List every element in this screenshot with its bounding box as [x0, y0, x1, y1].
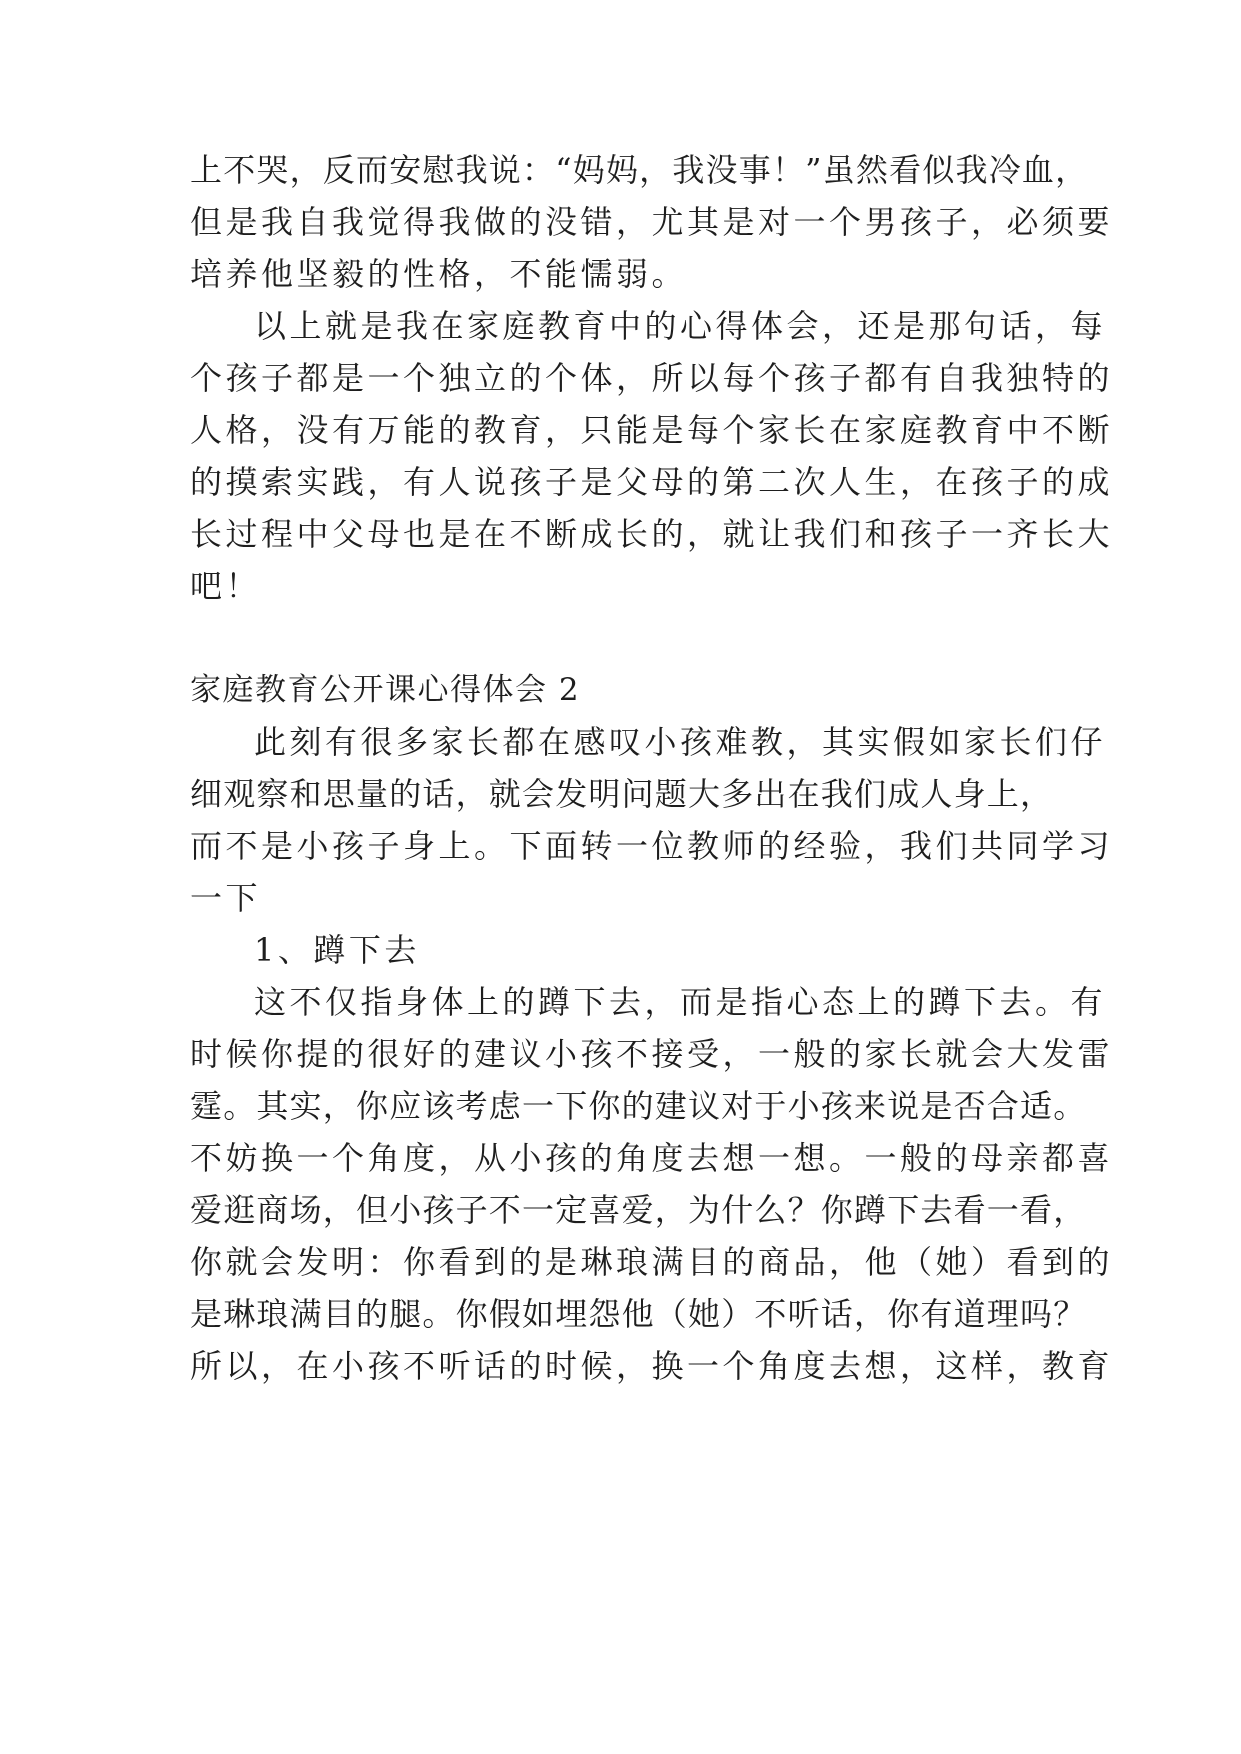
text-line: 个孩子都是一个独立的个体，所以每个孩子都有自我独特的 — [190, 359, 1114, 397]
text-line: 以上就是我在家庭教育中的心得体会，还是那句话，每 — [254, 307, 1107, 345]
text-line: 所以，在小孩不听话的时候，换一个角度去想，这样，教育 — [190, 1347, 1114, 1385]
text-line: 而不是小孩子身上。下面转一位教师的经验，我们共同学习 — [190, 827, 1114, 865]
text-line: 这不仅指身体上的蹲下去，而是指心态上的蹲下去。有 — [254, 983, 1107, 1021]
text-line: 但是我自我觉得我做的没错，尤其是对一个男孩子，必须要 — [190, 203, 1114, 241]
text-line: 一下 — [190, 879, 262, 917]
text-line: 吧！ — [190, 567, 262, 605]
text-line: 的摸索实践，有人说孩子是父母的第二次人生，在孩子的成 — [190, 463, 1114, 501]
text-line: 你就会发明：你看到的是琳琅满目的商品，他（她）看到的 — [190, 1243, 1114, 1281]
text-line: 人格，没有万能的教育，只能是每个家长在家庭教育中不断 — [190, 411, 1114, 449]
text-line: 霆。其实，你应该考虑一下你的建议对于小孩来说是否合适。 — [190, 1087, 1087, 1125]
text-line: 不妨换一个角度，从小孩的角度去想一想。一般的母亲都喜 — [190, 1139, 1114, 1177]
text-line: 上不哭，反而安慰我说：“妈妈，我没事！”虽然看似我冷血， — [190, 151, 1089, 189]
text-line: 长过程中父母也是在不断成长的，就让我们和孩子一齐长大 — [190, 515, 1114, 553]
text-line: 此刻有很多家长都在感叹小孩难教，其实假如家长们仔 — [254, 723, 1107, 761]
text-line: 时候你提的很好的建议小孩不接受，一般的家长就会大发雷 — [190, 1035, 1114, 1073]
text-line: 是琳琅满目的腿。你假如埋怨他（她）不听话，你有道理吗？ — [190, 1295, 1087, 1333]
text-line: 细观察和思量的话，就会发明问题大多出在我们成人身上， — [190, 775, 1054, 813]
section-title: 家庭教育公开课心得体会 2 — [190, 672, 581, 708]
text-line: 爱逛商场，但小孩子不一定喜爱，为什么？你蹲下去看一看， — [190, 1191, 1087, 1229]
subheading: 1、蹲下去 — [254, 931, 420, 969]
text-line: 培养他坚毅的性格，不能懦弱。 — [190, 255, 688, 293]
